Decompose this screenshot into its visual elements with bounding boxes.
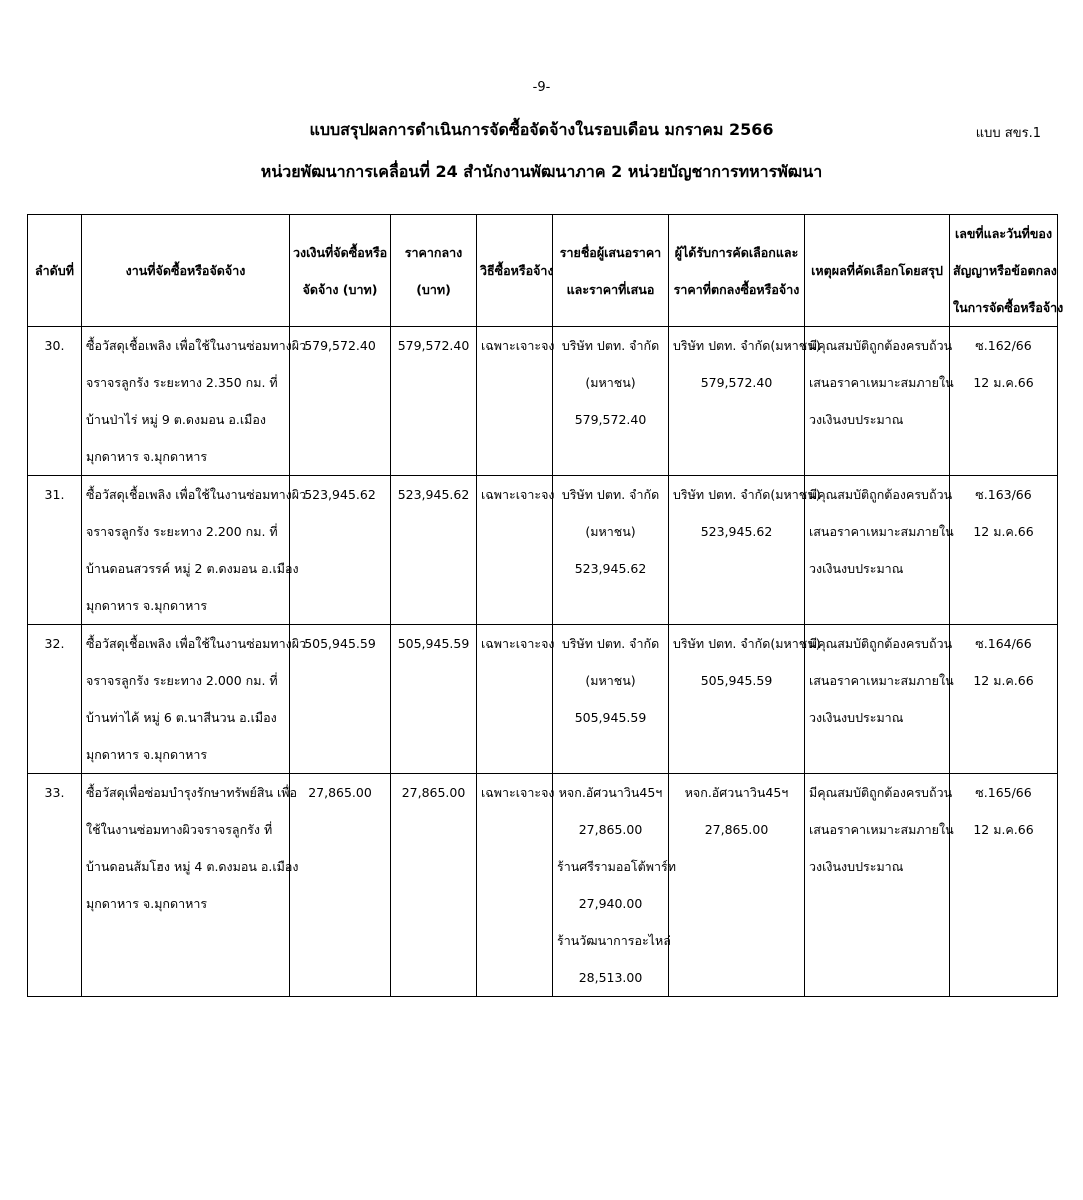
cell-text: วงเงินงบประมาณ xyxy=(809,859,904,874)
cell-budget xyxy=(290,327,391,476)
cell-text: หจก.อัศวนาวิน45ฯ xyxy=(558,785,663,800)
cell-text: วงเงินงบประมาณ xyxy=(809,412,904,427)
cell-text: ซ.165/66 xyxy=(975,785,1032,800)
cell-text: จราจรลูกรัง ระยะทาง 2.200 กม. ที่ xyxy=(86,524,278,539)
cell-text: 505,945.59 xyxy=(700,673,773,688)
cell-text: มุกดาหาร จ.มุกดาหาร xyxy=(86,449,208,464)
header-text: เหตุผลที่คัดเลือกโดยสรุป xyxy=(811,263,943,278)
cell-text: มีคุณสมบัติถูกต้องครบถ้วน xyxy=(809,487,953,502)
cell-reason xyxy=(805,625,954,774)
document-title: แบบสรุปผลการดำเนินการจัดซื้อจัดจ้างในรอบเดือน มกราคม 2566 xyxy=(309,120,774,139)
cell-text: ซื้อวัสดุเชื้อเพลิง เพื่อใช้ในงานซ่อมทางผิว xyxy=(86,636,307,651)
cell-text: ซ.163/66 xyxy=(975,487,1032,502)
table-row xyxy=(28,327,1058,476)
header-text: และราคาที่เสนอ xyxy=(566,281,655,297)
cell-text: ซ.162/66 xyxy=(975,338,1032,353)
cell-text: จราจรลูกรัง ระยะทาง 2.350 กม. ที่ xyxy=(86,375,278,390)
cell-text: 27,865.00 xyxy=(578,822,643,837)
cell-text: 579,572.40 xyxy=(574,412,647,427)
cell-text: 505,945.59 xyxy=(574,710,647,725)
cell-budget xyxy=(290,774,391,997)
cell-text: (มหาชน) xyxy=(585,673,636,688)
cell-median-price xyxy=(391,774,477,997)
cell-contract xyxy=(950,476,1058,625)
cell-text: มุกดาหาร จ.มุกดาหาร xyxy=(86,598,208,613)
table-header-row xyxy=(28,215,1058,327)
cell-text: บ้านดอนสวรรค์ หมู่ 2 ต.ดงมอน อ.เมือง xyxy=(86,561,299,576)
cell-text: 27,865.00 xyxy=(704,822,769,837)
cell-text: ซ.164/66 xyxy=(975,636,1032,651)
cell-text: 27,940.00 xyxy=(578,896,643,911)
cell-text: มีคุณสมบัติถูกต้องครบถ้วน xyxy=(809,338,953,353)
cell-bidders xyxy=(553,625,669,774)
cell-text: บริษัท ปตท. จำกัด(มหาชน) xyxy=(673,338,821,353)
cell-method xyxy=(477,774,553,997)
cell-text: 33. xyxy=(44,785,65,800)
cell-text: วงเงินงบประมาณ xyxy=(809,561,904,576)
table-row xyxy=(28,625,1058,774)
cell-text: บริษัท ปตท. จำกัด(มหาชน) xyxy=(673,636,821,651)
cell-text: 523,945.62 xyxy=(700,524,773,539)
header-text: ผู้ได้รับการคัดเลือกและ xyxy=(674,244,799,260)
header-text: ในการจัดซื้อหรือจ้าง xyxy=(953,300,1064,315)
header-text: งานที่จัดซื้อหรือจัดจ้าง xyxy=(125,263,246,278)
cell-text: วงเงินงบประมาณ xyxy=(809,710,904,725)
cell-selected xyxy=(669,774,805,997)
cell-text: มีคุณสมบัติถูกต้องครบถ้วน xyxy=(809,636,953,651)
cell-text: 579,572.40 xyxy=(304,338,376,353)
cell-text: 12 ม.ค.66 xyxy=(973,524,1034,539)
header-text: ลำดับที่ xyxy=(35,263,74,278)
cell-reason xyxy=(805,476,954,625)
header-contract xyxy=(950,215,1064,327)
cell-text: (มหาชน) xyxy=(585,375,636,390)
cell-reason xyxy=(805,774,954,997)
table-row xyxy=(28,476,1058,625)
cell-contract xyxy=(950,625,1058,774)
cell-text: 523,945.62 xyxy=(574,561,647,576)
cell-text: 27,865.00 xyxy=(308,785,372,800)
cell-median-price xyxy=(391,625,477,774)
cell-text: 28,513.00 xyxy=(578,970,643,985)
cell-bidders xyxy=(553,327,669,476)
cell-bidders xyxy=(553,774,676,997)
cell-text: 523,945.62 xyxy=(304,487,376,502)
header-text: วิธีซื้อหรือจ้าง xyxy=(480,263,554,278)
form-code: แบบ สขร.1 xyxy=(975,126,1041,141)
cell-text: เฉพาะเจาะจง xyxy=(481,785,555,800)
cell-text: หจก.อัศวนาวิน45ฯ xyxy=(684,785,789,800)
cell-method xyxy=(477,625,553,774)
table-row xyxy=(28,774,1058,997)
cell-reason xyxy=(805,327,954,476)
cell-text: 579,572.40 xyxy=(700,375,773,390)
cell-text: บริษัท ปตท. จำกัด xyxy=(561,487,660,502)
cell-text: ร้านศรีรามออโต้พาร์ท xyxy=(557,859,676,874)
cell-text: มุกดาหาร จ.มุกดาหาร xyxy=(86,896,208,911)
cell-text: เฉพาะเจาะจง xyxy=(481,636,555,651)
header-text: วงเงินที่จัดซื้อหรือ xyxy=(293,244,388,260)
cell-budget xyxy=(290,625,391,774)
cell-text: ซื้อวัสดุเชื้อเพลิง เพื่อใช้ในงานซ่อมทางผิว xyxy=(86,338,307,353)
cell-text: บ้านป่าไร่ หมู่ 9 ต.ดงมอน อ.เมือง xyxy=(86,412,266,427)
cell-task xyxy=(82,476,307,625)
cell-text: 27,865.00 xyxy=(401,785,466,800)
cell-text: มุกดาหาร จ.มุกดาหาร xyxy=(86,747,208,762)
cell-contract xyxy=(950,327,1058,476)
cell-text: 12 ม.ค.66 xyxy=(973,822,1034,837)
cell-text: เสนอราคาเหมาะสมภายใน xyxy=(809,822,954,837)
page-number: -9- xyxy=(532,80,551,95)
cell-budget xyxy=(290,476,391,625)
cell-text: 12 ม.ค.66 xyxy=(973,375,1034,390)
cell-text: (มหาชน) xyxy=(585,524,636,539)
header-text: ราคากลาง xyxy=(404,244,463,260)
cell-task xyxy=(82,625,307,774)
cell-text: บริษัท ปตท. จำกัด(มหาชน) xyxy=(673,487,821,502)
header-text: (บาท) xyxy=(416,281,451,297)
cell-text: เสนอราคาเหมาะสมภายใน xyxy=(809,375,954,390)
cell-no xyxy=(28,476,82,625)
header-text: จัดจ้าง (บาท) xyxy=(302,281,378,297)
cell-median-price xyxy=(391,476,477,625)
header-method xyxy=(477,215,553,327)
header-text: เลขที่และวันที่ของ xyxy=(954,226,1053,241)
cell-text: 505,945.59 xyxy=(304,636,376,651)
header-text: รายชื่อผู้เสนอราคา xyxy=(559,244,662,260)
cell-no xyxy=(28,327,82,476)
cell-text: 12 ม.ค.66 xyxy=(973,673,1034,688)
cell-selected xyxy=(669,625,821,774)
header-task xyxy=(82,215,290,327)
cell-text: เฉพาะเจาะจง xyxy=(481,487,555,502)
cell-text: มีคุณสมบัติถูกต้องครบถ้วน xyxy=(809,785,953,800)
header-budget xyxy=(290,215,391,327)
header-bidders xyxy=(553,215,669,327)
cell-contract xyxy=(950,774,1058,997)
cell-text: บ้านดอนส้มโฮง หมู่ 4 ต.ดงมอน อ.เมือง xyxy=(86,859,299,874)
cell-method xyxy=(477,476,553,625)
cell-median-price xyxy=(391,327,477,476)
header-text: ราคาที่ตกลงซื้อหรือจ้าง xyxy=(673,281,800,297)
cell-text: เสนอราคาเหมาะสมภายใน xyxy=(809,524,954,539)
header-selected xyxy=(669,215,805,327)
cell-no xyxy=(28,774,82,997)
cell-text: ร้านวัฒนาการอะไหล่ xyxy=(557,933,671,948)
cell-task xyxy=(82,327,307,476)
cell-bidders xyxy=(553,476,669,625)
cell-task xyxy=(82,774,299,997)
cell-text: เฉพาะเจาะจง xyxy=(481,338,555,353)
document-subtitle: หน่วยพัฒนาการเคลื่อนที่ 24 สำนักงานพัฒนาภาค 2 หน่วยบัญชาการทหารพัฒนา xyxy=(260,162,823,181)
cell-text: บ้านท่าไค้ หมู่ 6 ต.นาสีนวน อ.เมือง xyxy=(86,710,277,725)
cell-text: 32. xyxy=(44,636,65,651)
cell-text: ใช้ในงานซ่อมทางผิวจราจรลูกรัง ที่ xyxy=(86,822,273,837)
cell-text: 579,572.40 xyxy=(397,338,470,353)
cell-text: ซื้อวัสดุเชื้อเพลิง เพื่อใช้ในงานซ่อมทางผิว xyxy=(86,487,307,502)
header-text: สัญญาหรือข้อตกลง xyxy=(953,263,1057,278)
table-body xyxy=(28,327,1058,997)
cell-selected xyxy=(669,476,821,625)
cell-text: จราจรลูกรัง ระยะทาง 2.000 กม. ที่ xyxy=(86,673,278,688)
cell-text: ซื้อวัสดุเพื่อซ่อมบำรุงรักษาทรัพย์สิน เพื่อ xyxy=(86,785,298,800)
cell-text: เสนอราคาเหมาะสมภายใน xyxy=(809,673,954,688)
header-median-price xyxy=(391,215,477,327)
cell-text: 30. xyxy=(44,338,65,353)
header-reason xyxy=(805,215,950,327)
cell-text: บริษัท ปตท. จำกัด xyxy=(561,636,660,651)
cell-no xyxy=(28,625,82,774)
cell-text: 505,945.59 xyxy=(397,636,470,651)
cell-selected xyxy=(669,327,821,476)
procurement-summary-table xyxy=(27,214,1064,997)
cell-text: 523,945.62 xyxy=(397,487,470,502)
header-no xyxy=(28,215,82,327)
cell-text: 31. xyxy=(44,487,65,502)
cell-text: บริษัท ปตท. จำกัด xyxy=(561,338,660,353)
cell-method xyxy=(477,327,553,476)
